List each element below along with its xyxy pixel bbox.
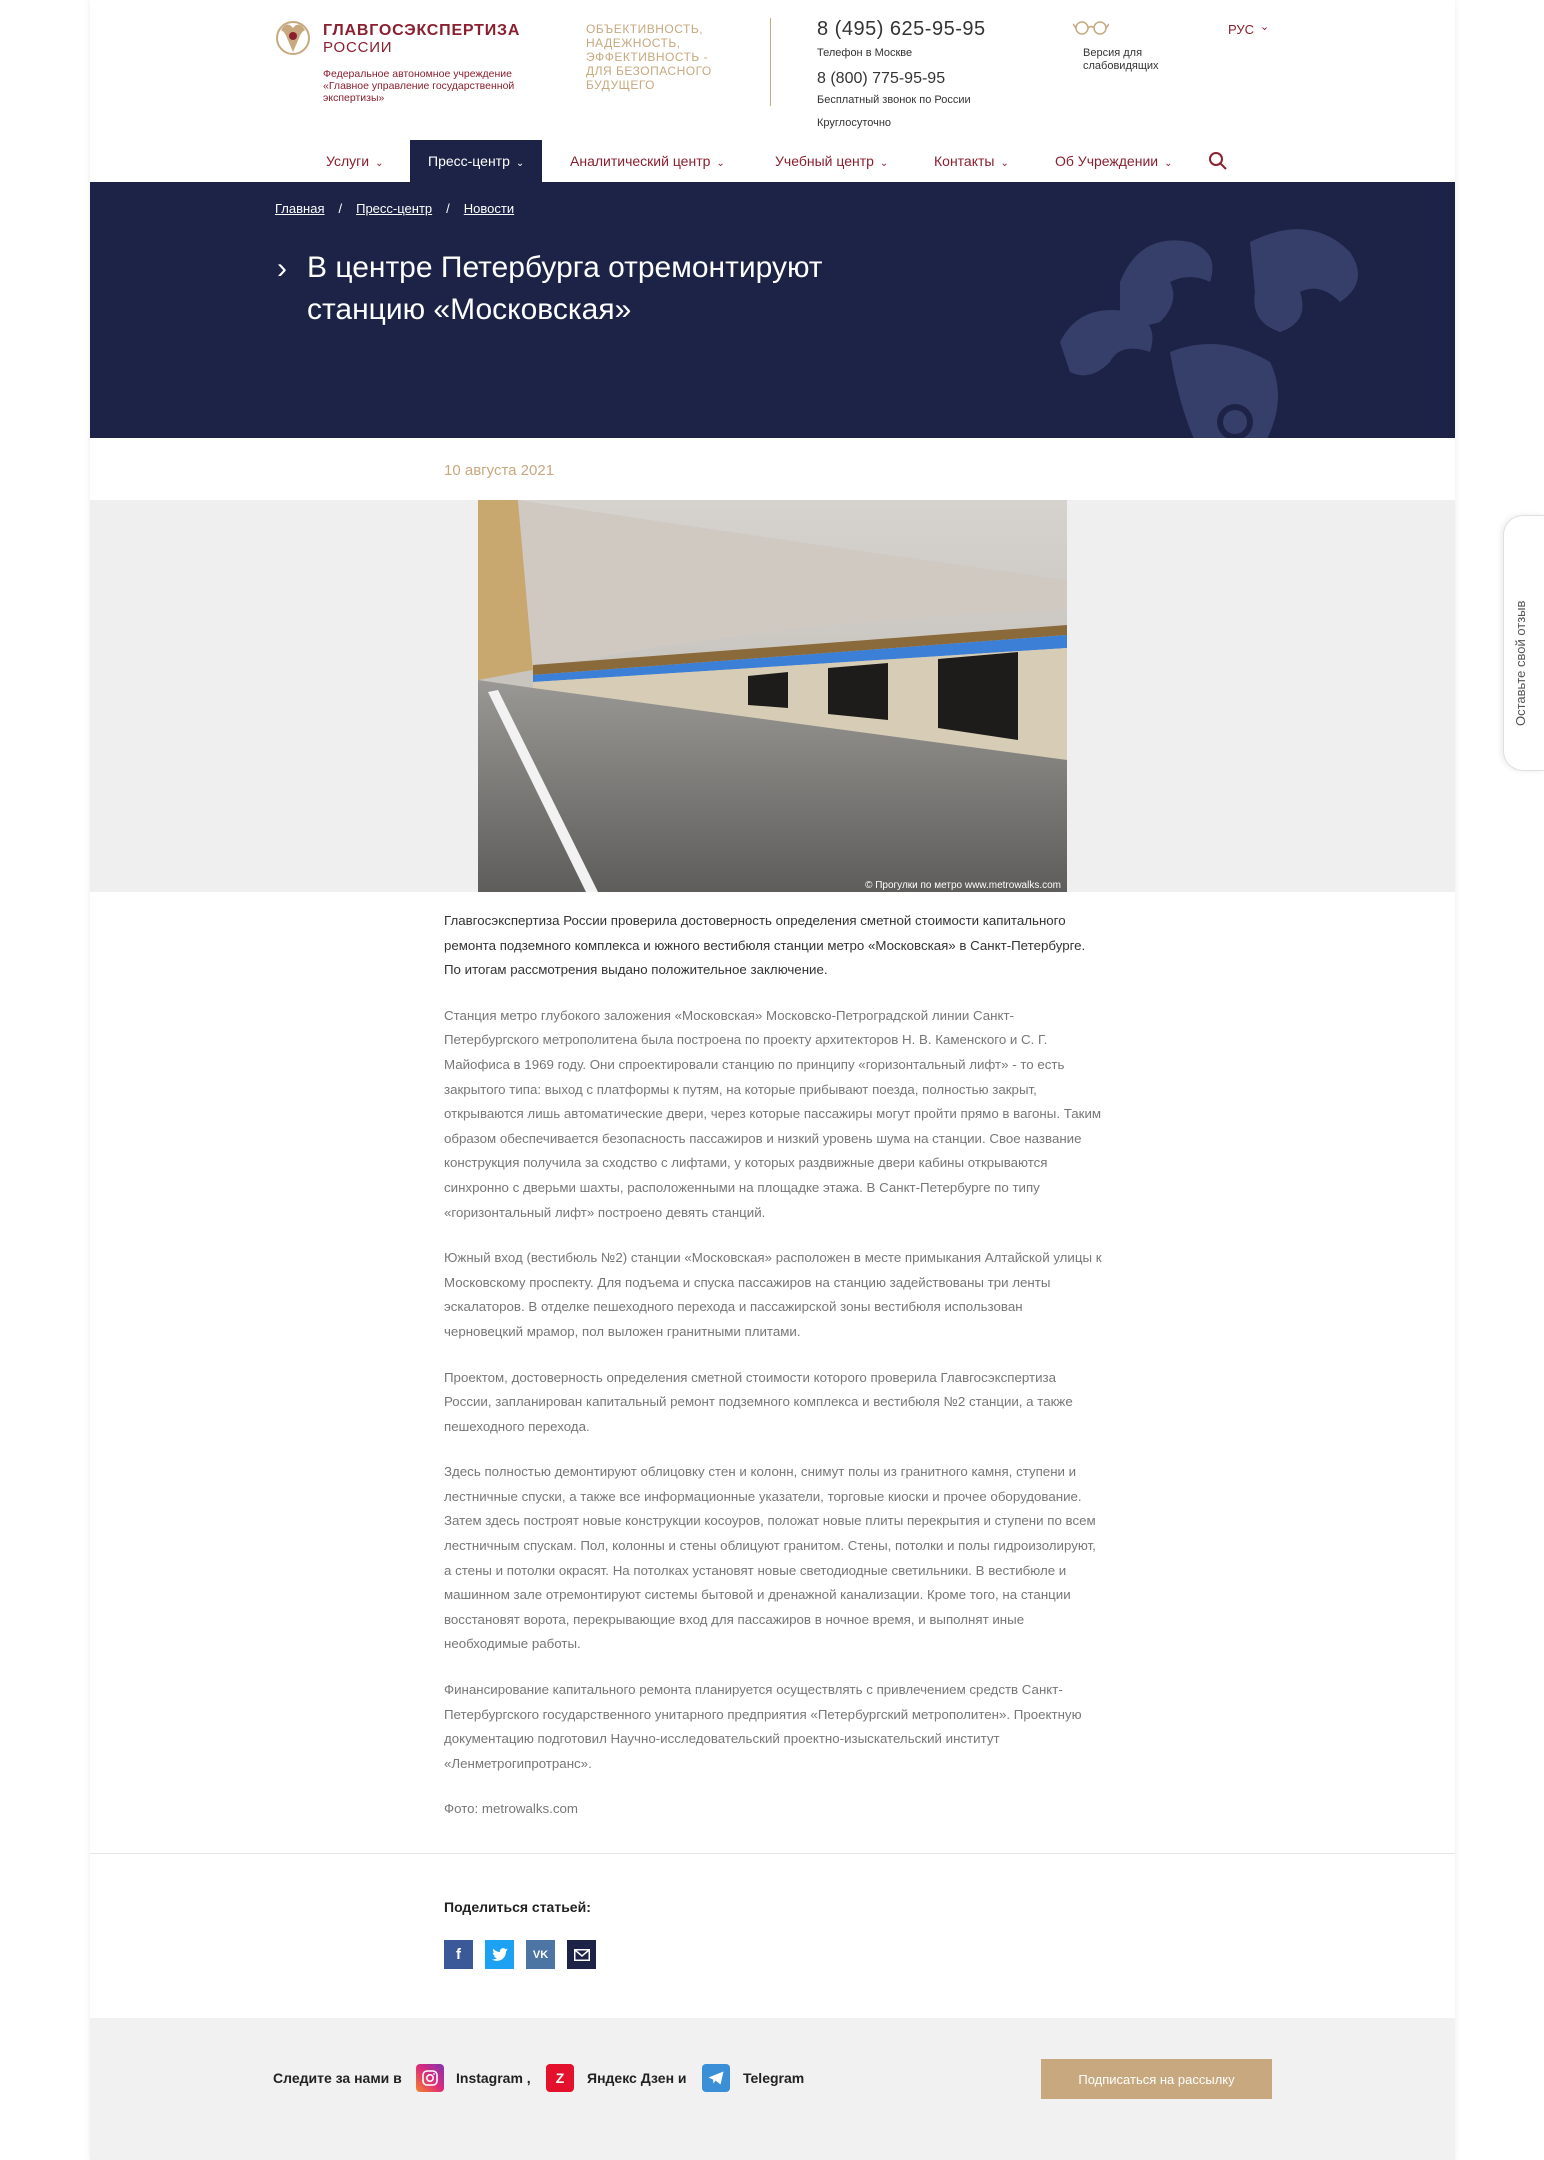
breadcrumb-home[interactable]: Главная xyxy=(275,201,325,216)
phone-hours-note: Круглосуточно xyxy=(817,117,892,129)
yandex-zen-icon[interactable]: Z xyxy=(546,2064,574,2092)
chevron-down-icon: ⌄ xyxy=(1000,158,1009,169)
logo-subtitle: Федеральное автономное учреждение «Главное управление государственной экспертизы» xyxy=(323,68,515,104)
glasses-icon[interactable] xyxy=(1073,20,1109,36)
page xyxy=(90,0,1455,2160)
chevron-down-icon: ⌄ xyxy=(1164,158,1173,169)
article-photo xyxy=(478,500,1067,892)
nav-item-analytics[interactable] xyxy=(570,140,725,182)
chevron-down-icon[interactable]: ⌄ xyxy=(1260,21,1270,33)
feedback-tab[interactable] xyxy=(1503,515,1544,771)
vk-share-icon[interactable]: VK xyxy=(526,1940,555,1969)
page-title: В центре Петербурга отремонтируют станцию «Московская» xyxy=(307,251,823,326)
breadcrumb xyxy=(275,201,514,216)
breadcrumb-separator: / xyxy=(446,201,450,216)
article-paragraph: Станция метро глубокого заложения «Московская» Московско-Петроградской линии Санкт-Петербургского метрополитена была построена по проекту архитекторов Н. В. Каменского и С. Г. Майофиса в 1969 году. Они спроектировали станцию по принципу «горизонтальный лифт» - то есть закрытого типа: выход с платформы к путям, на которые прибывают поезда, полностью закрыт, открываются лишь автоматические двери, через которые пассажиры могут пройти прямо в вагоны. Таким образом обеспечивается безопасность пассажиров и низкий уровень шума на станции. Свое название конструкция получила за сходство с лифтами, у которых раздвижные двери кабины открываются синхронно с дверьми шахты, расположенными на площадке этажа. В Санкт-Петербурге по типу «горизонтальный лифт» построено девять станций. xyxy=(444,1007,1102,1220)
instagram-icon[interactable] xyxy=(416,2064,444,2092)
vision-impaired-link[interactable]: Версия для слабовидящих xyxy=(1083,47,1159,72)
chevron-down-icon: ⌄ xyxy=(515,158,525,169)
nav-item-about[interactable] xyxy=(1055,140,1172,182)
article-paragraph: Проектом, достоверность определения сметной стоимости которого проверила Главгосэкспертиза России, запланирован капитальный ремонт подземного комплекса и вестибюля №2 станции, а также пешеходного перехода. xyxy=(444,1369,1073,1434)
camera-icon xyxy=(422,2070,438,2086)
chevron-down-icon: ⌄ xyxy=(375,158,384,169)
article-lead: Главгосэкспертиза России проверила достоверность определения сметной стоимости капитального ремонта подземного комплекса и южного вестибюля станции метро «Московская» в Санкт-Петербурге. По итогам рассмотрения выдано положительное заключение. xyxy=(444,913,1086,978)
language-selector[interactable]: РУС xyxy=(1228,22,1255,37)
breadcrumb-separator: / xyxy=(338,201,343,216)
article-paragraph: Южный вход (вестибюль №2) станции «Московская» расположен в месте примыкания Алтайской улицы к Московскому проспекту. Для подъема и спуска пассажиров на станцию задействованы три ленты эскалаторов. В отделке пешеходного перехода и пассажирской зоны вестибюля использован черновецкий мрамор, пол выложен гранитными плитами. xyxy=(444,1250,1102,1339)
eagle-emblem-icon[interactable] xyxy=(273,16,313,58)
email-share-icon[interactable] xyxy=(567,1940,596,1969)
nav-label: Контакты xyxy=(934,153,995,169)
site-header xyxy=(90,0,1455,182)
photo-credit: Фото: metrowalks.com xyxy=(444,1801,578,1817)
metro-station-image xyxy=(478,500,1067,892)
photo-caption: © Прогулки по метро www.metrowalks.com xyxy=(865,880,1061,891)
nav-label: Пресс-центр xyxy=(428,153,510,169)
yandex-zen-link[interactable]: Яндекс Дзен и xyxy=(587,2070,687,2086)
section-divider xyxy=(90,1853,1455,1854)
search-icon[interactable] xyxy=(1208,151,1228,171)
share-label: Поделиться статьей: xyxy=(444,1899,591,1915)
breadcrumb-press-center[interactable]: Пресс-центр xyxy=(356,201,433,216)
nav-label: Аналитический центр xyxy=(570,153,711,169)
photo-band xyxy=(90,500,1455,892)
hero-banner xyxy=(90,182,1455,438)
facebook-share-icon[interactable]: f xyxy=(444,1940,473,1969)
article-paragraph: Здесь полностью демонтируют облицовку стен и колонн, снимут полы из гранитного камня, ступени и лестничные спуски, а также все информационные указатели, торговые киоски и прочее оборудование. Затем здесь построят новые конструкции косоуров, положат новые плиты перекрытия и ступени по всем лестничным спускам. Пол, колонны и стены облицуют гранитом. Стены, потолки и полы гидроизолируют, а стены и потолки окрасят. На потолках установят новые светодиодные светильники. В вестибюле и машинном зале отремонтируют системы бытовой и дренажной канализации. Кроме того, на станции восстановят ворота, перекрывающие вход для пассажиров в ночное время, и выполнят иные необходимые работы. xyxy=(444,1464,1096,1652)
nav-item-training[interactable] xyxy=(775,140,888,182)
header-divider xyxy=(770,18,771,106)
twitter-bird-icon xyxy=(492,1948,508,1962)
nav-item-contacts[interactable] xyxy=(934,140,1009,182)
main-nav xyxy=(90,140,1455,182)
phone-russia-note: Бесплатный звонок по России xyxy=(817,94,971,106)
article-paragraph: Финансирование капитального ремонта планируется осуществлять с привлечением средств Санкт-Петербургского государственного унитарного предприятия «Петербургский метрополитен». Проектную документацию подготовил Научно-исследовательский проектно-изыскательский институт «Ленметрогипротранс». xyxy=(444,1682,1082,1771)
phone-russia[interactable]: 8 (800) 775-95-95 xyxy=(817,70,946,87)
breadcrumb-news[interactable]: Новости xyxy=(463,201,515,216)
footer-social-bar xyxy=(90,2018,1455,2160)
chevron-right-icon: › xyxy=(277,252,287,285)
instagram-link[interactable]: Instagram , xyxy=(456,2070,531,2086)
nav-item-services[interactable] xyxy=(326,140,383,182)
telegram-link[interactable]: Telegram xyxy=(743,2070,805,2086)
eagle-watermark-icon xyxy=(1020,222,1455,438)
article-body xyxy=(444,909,1104,1843)
subscribe-button[interactable]: Подписаться на рассылку xyxy=(1041,2059,1272,2099)
nav-label: Учебный центр xyxy=(775,153,874,169)
chevron-down-icon: ⌄ xyxy=(716,158,725,169)
paper-plane-icon xyxy=(708,2071,724,2085)
logo-title-country[interactable]: РОССИИ xyxy=(323,39,393,56)
follow-label: Следите за нами в xyxy=(273,2070,402,2086)
twitter-share-icon[interactable] xyxy=(485,1940,514,1969)
phone-moscow-note: Телефон в Москве xyxy=(817,47,913,59)
feedback-label: Оставьте свой отзыв xyxy=(1513,600,1528,726)
nav-item-press-center[interactable] xyxy=(410,140,542,182)
article-date: 10 августа 2021 xyxy=(444,462,555,479)
nav-label: Услуги xyxy=(326,153,370,169)
chevron-down-icon: ⌄ xyxy=(879,158,889,169)
logo-title[interactable]: ГЛАВГОСЭКСПЕРТИЗА xyxy=(323,22,521,39)
telegram-icon[interactable] xyxy=(702,2064,730,2092)
slogan: ОБЪЕКТИВНОСТЬ, НАДЕЖНОСТЬ, ЭФФЕКТИВНОСТЬ - ДЛЯ БЕЗОПАСНОГО БУДУЩЕГО xyxy=(586,22,712,92)
nav-label: Об Учреждении xyxy=(1055,153,1159,169)
phone-moscow[interactable]: 8 (495) 625-95-95 xyxy=(817,18,986,40)
envelope-icon xyxy=(574,1949,590,1961)
